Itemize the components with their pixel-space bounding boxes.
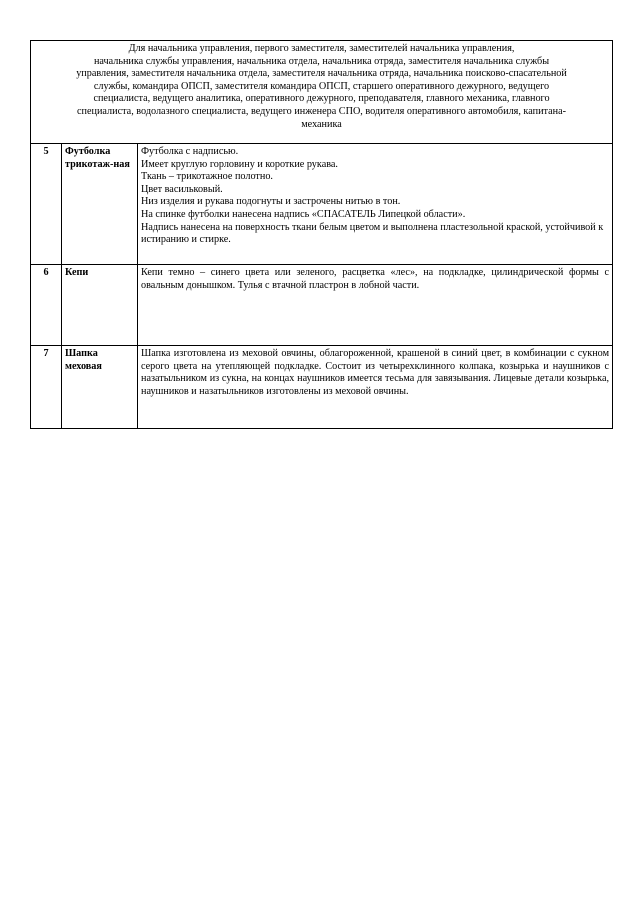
item-name: Шапка меховая [62, 346, 138, 429]
description-line: Футболка с надписью. [141, 146, 239, 157]
header-line: управления, заместителя начальника отдела, заместителя начальника отряда, начальника поисково-спасательной [76, 68, 567, 80]
header-cell [31, 41, 613, 144]
item-description [138, 144, 613, 265]
item-description: Кепи темно – синего цвета или зеленого, расцветка «лес», на подкладке, цилиндрической формы с овальным донышком. Тулья с втачной пластрон в лобной части. [138, 265, 613, 346]
header-line: специалиста, ведущего аналитика, оперативного дежурного, преподавателя, главного механика, главного [93, 93, 550, 105]
header-line: службы, командира ОПСП, заместителя командира ОПСП, старшего оперативного дежурного, ведущего [93, 80, 550, 92]
description-line: На спинке футболки нанесена надпись «СПАСАТЕЛЬ Липецкой области». [141, 208, 466, 220]
table-header-row [31, 41, 613, 144]
header-line: Для начальника управления, первого заместителя, заместителей начальника управления, [128, 43, 515, 54]
row-number: 5 [31, 144, 62, 265]
item-description: Шапка изготовлена из меховой овчины, облагороженной, крашеной в синий цвет, в комбинации с сукном серого цвета на утепляющей подкладке. Состоит из четырехклинного колпака, козырька и наушников с назатыльником из сукна, на концах наушников имеется тесьма для завязывания. Лицевые детали козырька, наушников и назатыльников изготовлены из меховой овчины. [138, 346, 613, 429]
table-row [31, 346, 613, 429]
uniform-specification-table [30, 40, 613, 429]
table-row [31, 265, 613, 346]
header-line: начальника службы управления, начальника отдела, начальника отряда, заместителя начальника службы [93, 55, 550, 67]
description-line: Надпись нанесена на поверхность ткани белым цветом и выполнена пластезольной краской, устойчивой к истиранию и стирке. [141, 221, 604, 246]
header-line: механика [301, 118, 342, 130]
description-line: Ткань – трикотажное полотно. [141, 171, 273, 183]
item-name: Футболка трикотаж-ная [62, 144, 138, 265]
header-line: специалиста, водолазного специалиста, ведущего инженера СПО, водителя оперативного автомобиля, капитана- [77, 105, 566, 117]
table-row [31, 144, 613, 265]
description-line: Низ изделия и рукава подогнуты и застрочены нитью в тон. [141, 196, 401, 208]
item-name: Кепи [62, 265, 138, 346]
description-line: Цвет васильковый. [141, 183, 223, 195]
row-number: 6 [31, 265, 62, 346]
row-number: 7 [31, 346, 62, 429]
description-line: Имеет круглую горловину и короткие рукава. [141, 158, 338, 170]
